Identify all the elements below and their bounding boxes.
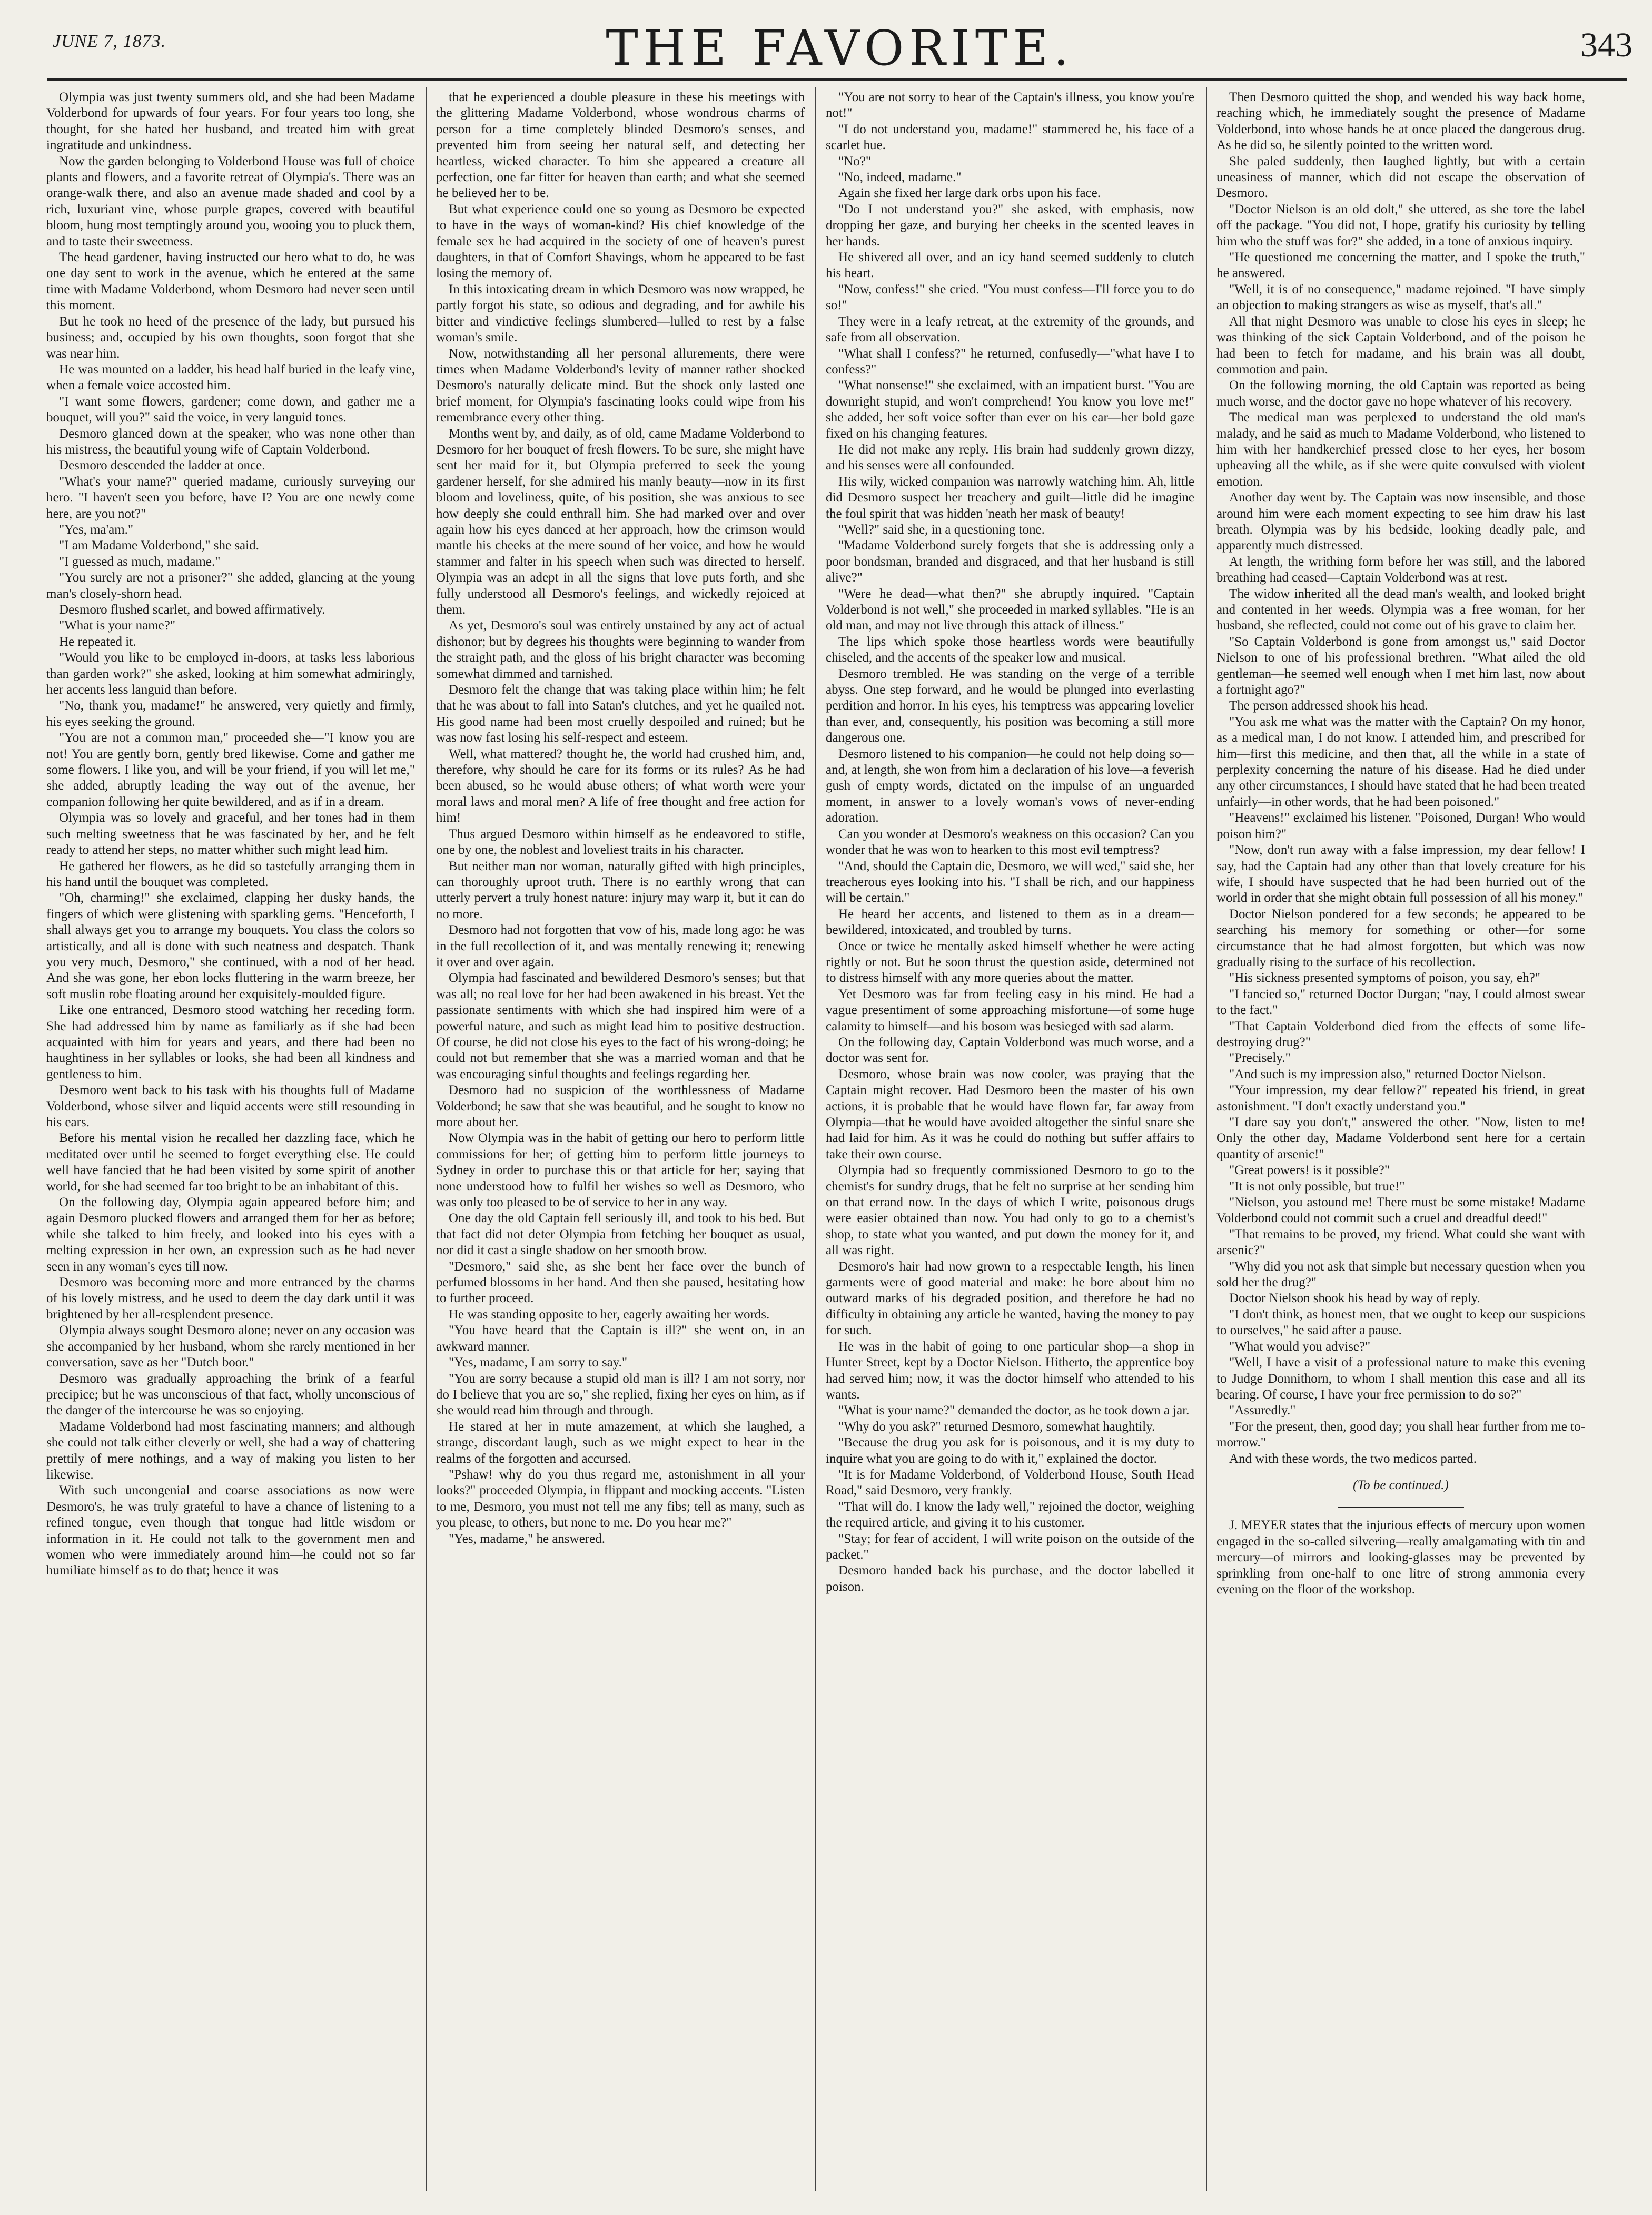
paragraph: "Desmoro," said she, as she bent her face over the bunch of perfumed blossoms in her hand. And then she paused, hesitating how to further proceed. bbox=[436, 1259, 805, 1306]
paragraph: "Great powers! is it possible?" bbox=[1229, 1163, 1390, 1178]
paragraph: He repeated it. bbox=[59, 634, 136, 649]
paragraph: "I don't think, as honest men, that we ought to keep our suspicions to ourselves," he said after a pause. bbox=[1216, 1307, 1585, 1338]
paragraph: Doctor Nielson shook his head by way of reply. bbox=[1229, 1291, 1480, 1306]
paragraph: All that night Desmoro was unable to close his eyes in sleep; he was thinking of the sick Captain Volderbond, and of the poison he had been to fetch for madame, and his brain was all doubt, commotion and pain. bbox=[1216, 314, 1585, 377]
paragraph: They were in a leafy retreat, at the extremity of the grounds, and safe from all observation. bbox=[826, 314, 1194, 345]
paragraph: "Were he dead—what then?" she abruptly inquired. "Captain Volderbond is not well," she proceeded in marked syllables. "He is an old man, and may not live through this attack of illness." bbox=[826, 586, 1194, 633]
paragraph: Doctor Nielson pondered for a few seconds; he appeared to be searching his memory for something or other—for some circumstance that he had almost forgotten, but which was now gradually rising to the surface of his recollection. bbox=[1216, 907, 1585, 969]
paragraph: "You have heard that the Captain is ill?" she went on, in an awkward manner. bbox=[436, 1323, 805, 1354]
paragraph: In this intoxicating dream in which Desmoro was now wrapped, he partly forgot his state, so odious and degrading, and for awhile his bitter and vindictive feelings slumbered—lulled to rest by a false woman's smile. bbox=[436, 282, 805, 345]
paragraph: At length, the writhing form before her was still, and the labored breathing had ceased—Captain Volderbond was at rest. bbox=[1216, 554, 1585, 585]
paragraph: On the following day, Captain Volderbond was much worse, and a doctor was sent for. bbox=[826, 1035, 1194, 1066]
paragraph: Madame Volderbond had most fascinating manners; and although she could not talk either cleverly or well, she had a way of chattering prettily of mere nothings, and a way of making you listen to her likewise. bbox=[46, 1419, 415, 1482]
paragraph: "No, indeed, madame." bbox=[838, 170, 962, 185]
paragraph: He was mounted on a ladder, his head half buried in the leafy vine, when a female voice accosted him. bbox=[46, 362, 415, 393]
paragraph: Desmoro handed back his purchase, and the doctor labelled it poison. bbox=[826, 1563, 1194, 1594]
paragraph: Olympia had fascinated and bewildered Desmoro's senses; but that was all; no real love for her had been awakened in his breast. Yet the passionate sentiments with which she had inspired him were of a powerful nature, and such as might lead him to positive destruction. Of course, he did not close his eyes to the fact of his wrong-doing; he could not but remember that she was a married woman and that he was encouraging sinful thoughts and feelings regarding her. bbox=[436, 971, 805, 1081]
paragraph: Then Desmoro quitted the shop, and wended his way back home, reaching which, he immediately sought the presence of Madame Volderbond, into whose hands he at once placed the dangerous drug. As he did so, he silently pointed to the written word. bbox=[1216, 90, 1585, 153]
paragraph: "Yes, ma'am." bbox=[59, 522, 134, 537]
paragraph: "So Captain Volderbond is gone from amongst us," said Doctor Nielson to one of his professional brethren. "What ailed the old gentleman—he seemed well enough when I met him last, now about a fortnight ago?" bbox=[1216, 634, 1585, 697]
paragraph: With such uncongenial and coarse associations as now were Desmoro's, he was truly grateful to have a chance of listening to a refined tongue, even though that tongue had little wisdom or information in it. He could not talk to the government men and women who were immediately around him—he could not so far humiliate himself as to do that; hence it was bbox=[46, 1483, 415, 1578]
paragraph: "Because the drug you ask for is poisonous, and it is my duty to inquire what you are going to do with it," explained the doctor. bbox=[826, 1435, 1194, 1466]
paragraph: Now, notwithstanding all her personal allurements, there were times when Madame Volderbond's levity of manner rather shocked Desmoro's naturally delicate mind. But the shock only lasted one brief moment, for Olympia's fascinating looks could wipe from his remembrance every other thing. bbox=[436, 346, 805, 425]
paragraph: "Why do you ask?" returned Desmoro, somewhat haughtily. bbox=[838, 1419, 1155, 1434]
issue-date: JUNE 7, 1873. bbox=[53, 32, 166, 51]
paragraph: "He questioned me concerning the matter, and I spoke the truth," he answered. bbox=[1216, 250, 1585, 281]
paragraph: "Nielson, you astound me! There must be some mistake! Madame Volderbond could not commit such a cruel and dreadful deed!" bbox=[1216, 1195, 1585, 1226]
paragraph: "Madame Volderbond surely forgets that she is addressing only a poor bondsman, branded and disgraced, and that her husband is still alive?" bbox=[826, 538, 1194, 585]
paragraph: "What is your name?" demanded the doctor, as he took down a jar. bbox=[838, 1403, 1190, 1418]
paragraph: "It is not only possible, but true!" bbox=[1229, 1179, 1405, 1194]
text-column-1 bbox=[46, 90, 415, 2189]
paragraph: "I dare say you don't," answered the other. "Now, listen to me! Only the other day, Madame Volderbond sent here for a certain quantity of arsenic!" bbox=[1216, 1115, 1585, 1161]
paragraph: The head gardener, having instructed our hero what to do, he was one day sent to work in the avenue, which he entered at the same time with Madame Volderbond, whom Desmoro had never seen until this moment. bbox=[46, 250, 415, 313]
paragraph: Now the garden belonging to Volderbond House was full of choice plants and flowers, and a favorite retreat of Olympia's. There was an orange-walk there, and also an avenue made shaded and cool by a rich, luxuriant vine, whose purple grapes, covered with beautiful bloom, hung most temptingly around you, wooing you to pluck them, and to taste their sweetness. bbox=[46, 154, 415, 249]
paragraph: He heard her accents, and listened to them as in a dream—bewildered, intoxicated, and troubled by turns. bbox=[826, 907, 1194, 938]
paragraph: "What would you advise?" bbox=[1229, 1339, 1371, 1354]
column-divider bbox=[1206, 87, 1207, 2191]
paragraph: "Assuredly." bbox=[1229, 1403, 1296, 1418]
paragraph: Desmoro was gradually approaching the brink of a fearful precipice; but he was unconscious of that fact, wholly unconscious of the danger of the intercourse he was so enjoying. bbox=[46, 1371, 415, 1418]
paragraph: Desmoro, whose brain was now cooler, was praying that the Captain might recover. Had Desmoro been the master of his own actions, it is probable that he would have flown far, far away from Olympia—that he would have avoided altogether the sinful snare she had laid for him. As it was he could do nothing but suffer affairs to take their own course. bbox=[826, 1067, 1194, 1161]
masthead-title: THE FAVORITE. bbox=[606, 20, 1074, 76]
paragraph: "Doctor Nielson is an old dolt," she uttered, as she tore the label off the package. "You did not, I hope, gratify his curiosity by telling him who the stuff was for?" she added, in a tone of anxious inquiry. bbox=[1216, 202, 1585, 249]
paragraph: "Pshaw! why do you thus regard me, astonishment in all your looks?" proceeded Olympia, in flippant and mocking accents. "Listen to me, Desmoro, you must not tell me any fibs; tell as many, such as you please, to others, but none to me. Do you hear me?" bbox=[436, 1467, 805, 1530]
paragraph: "Now, confess!" she cried. "You must confess—I'll force you to do so!" bbox=[826, 282, 1194, 313]
paragraph: "I am Madame Volderbond," she said. bbox=[59, 538, 259, 553]
paragraph: "No?" bbox=[838, 154, 872, 169]
column-divider bbox=[815, 87, 816, 2191]
paragraph: The person addressed shook his head. bbox=[1229, 698, 1428, 713]
paragraph: He was in the habit of going to one particular shop—a shop in Hunter Street, kept by a Doctor Nielson. Hitherto, the apprentice boy had served him; now, it was the doctor himself who attended to his wants. bbox=[826, 1339, 1194, 1402]
paragraph: "That will do. I know the lady well," rejoined the doctor, weighing the required article, and giving it to his customer. bbox=[826, 1499, 1194, 1530]
text-column-4 bbox=[1216, 90, 1585, 2189]
paragraph: "What shall I confess?" he returned, confusedly—"what have I to confess?" bbox=[826, 346, 1194, 377]
paragraph: "Oh, charming!" she exclaimed, clapping her dusky hands, the fingers of which were glistening with sparkling gems. "Henceforth, I shall always get you to arrange my bouquets. You class the colors so artistically, and all is done with such neatness and despatch. Thank you very much, Desmoro," she continued, with a nod of her head. And she was gone, her ebon locks fluttering in the warm breeze, her soft muslin robe floating around her exquisitely-moulded figure. bbox=[46, 891, 415, 1001]
paragraph: "Why did you not ask that simple but necessary question when you sold her the drug?" bbox=[1216, 1259, 1585, 1290]
paragraph: "For the present, then, good day; you shall hear further from me to-morrow." bbox=[1216, 1419, 1585, 1450]
paragraph: that he experienced a double pleasure in these his meetings with the glittering Madame Volderbond, whose wondrous charms of person for a time completely blinded Desmoro's senses, and prevented him from seeing her natural self, and detecting her heartless, wicked character. To him she appeared a creature all perfection, one far fitter for heaven than earth; and what she seemed he believed her to be. bbox=[436, 90, 805, 201]
paragraph: "His sickness presented symptoms of poison, you say, eh?" bbox=[1229, 971, 1540, 986]
paragraph: Well, what mattered? thought he, the world had crushed him, and, therefore, why should he care for its forms or its rules? As he had been abused, so he would abuse others; of what worth were your moral laws and moral men? A life of free thought and free action for him! bbox=[436, 746, 805, 825]
paragraph: One day the old Captain fell seriously ill, and took to his bed. But that fact did not deter Olympia from fetching her bouquet as usual, nor did it cast a single shadow on her smooth brow. bbox=[436, 1211, 805, 1258]
paragraph: She paled suddenly, then laughed lightly, but with a certain uneasiness of manner, which did not escape the observation of Desmoro. bbox=[1216, 154, 1585, 201]
paragraph: On the following day, Olympia again appeared before him; and again Desmoro plucked flowers and arranged them for her as before; while she talked to him freely, and looked into his eyes with a melting expression in her own, an expression such as he had never seen in any woman's eyes till now. bbox=[46, 1195, 415, 1274]
paragraph: He gathered her flowers, as he did so tastefully arranging them in his hand until the bouquet was completed. bbox=[46, 859, 415, 889]
paragraph: "Well, it is of no consequence," madame rejoined. "I have simply an objection to making strangers as wise as myself, that's all." bbox=[1216, 282, 1585, 313]
paragraph: Thus argued Desmoro within himself as he endeavored to stifle, one by one, the noblest and loveliest traits in his character. bbox=[436, 826, 805, 858]
paragraph: "You are sorry because a stupid old man is ill? I am not sorry, nor do I believe that you are so," she replied, fixing her eyes on him, as if she would read him through and through. bbox=[436, 1371, 805, 1418]
paragraph: Can you wonder at Desmoro's weakness on this occasion? Can you wonder that he was won to hearken to this most evil temptress? bbox=[826, 826, 1194, 858]
paragraph: Olympia was just twenty summers old, and she had been Madame Volderbond for upwards of four years. For four years too long, she thought, for she hated her husband, and treated him with great ingratitude and unkindness. bbox=[46, 90, 415, 153]
paragraph: "That Captain Volderbond died from the effects of some life-destroying drug?" bbox=[1216, 1019, 1585, 1049]
paragraph: "I fancied so," returned Doctor Durgan; "nay, I could almost swear to the fact." bbox=[1216, 987, 1585, 1018]
paragraph: "Do I not understand you?" she asked, with emphasis, now dropping her gaze, and burying her cheeks in the scented leaves in her hands. bbox=[826, 202, 1194, 249]
paragraph: "Would you like to be employed in-doors, at tasks less laborious than garden work?" she asked, looking at him somewhat admiringly, her accents less languid than before. bbox=[46, 651, 415, 697]
paragraph: "I want some flowers, gardener; come down, and gather me a bouquet, will you?" said the voice, in very languid tones. bbox=[46, 394, 415, 425]
paragraph: Olympia had so frequently commissioned Desmoro to go to the chemist's for sundry drugs, that he felt no surprise at her sending him on that errand now. In the days of which I write, poisonous drugs were easier obtained than now. You had only to go to a chemist's shop, to state what you wanted, and put down the money for it, and all was right. bbox=[826, 1163, 1194, 1258]
paragraph: He shivered all over, and an icy hand seemed suddenly to clutch his heart. bbox=[826, 250, 1194, 281]
paragraph: Desmoro flushed scarlet, and bowed affirmatively. bbox=[59, 603, 325, 617]
paragraph: And with these words, the two medicos parted. bbox=[1229, 1451, 1477, 1466]
paragraph: Like one entranced, Desmoro stood watching her receding form. She had addressed him by name as familiarly as if she had been acquainted with him for years and years, and there had been no haughtiness in her syllables or looks, she had been all kindness and gentleness to him. bbox=[46, 1003, 415, 1081]
paragraph: Desmoro trembled. He was standing on the verge of a terrible abyss. One step forward, and he would be plunged into everlasting perdition and horror. In his eyes, his temptress was appearing lovelier than ever, and, consequently, his position was becoming a still more dangerous one. bbox=[826, 666, 1194, 745]
paragraph: Olympia always sought Desmoro alone; never on any occasion was she accompanied by her husband, whom she rarely mentioned in her conversation, save as her "Dutch boor." bbox=[46, 1323, 415, 1370]
paragraph: "And such is my impression also," returned Doctor Nielson. bbox=[1229, 1067, 1546, 1081]
paragraph: "Heavens!" exclaimed his listener. "Poisoned, Durgan! Who would poison him?" bbox=[1216, 811, 1585, 841]
paragraph: "No, thank you, madame!" he answered, very quietly and firmly, his eyes seeking the ground. bbox=[46, 698, 415, 729]
paragraph: "It is for Madame Volderbond, of Volderbond House, South Head Road," said Desmoro, very frankly. bbox=[826, 1467, 1194, 1498]
paragraph: "You ask me what was the matter with the Captain? On my honor, as a medical man, I do not know. I attended him, and prescribed for him—first this medicine, and then that, all the while in a state of perplexity concerning the nature of his disease. Had he died under any other circumstances, I should have stated that he had been treated unfairly—in other words, that he had been poisoned." bbox=[1216, 714, 1585, 809]
paragraph: "I do not understand you, madame!" stammered he, his face of a scarlet hue. bbox=[826, 122, 1194, 153]
paragraph: But neither man nor woman, naturally gifted with high principles, can thoroughly uproot truth. There is no earthly wrong that can utterly pervert a truly honest nature: injury may warp it, but it can do no more. bbox=[436, 859, 805, 921]
paragraph: "What's your name?" queried madame, curiously surveying our hero. "I haven't seen you before, have I? You are one newly come here, are you not?" bbox=[46, 474, 415, 521]
paragraph: Before his mental vision he recalled her dazzling face, which he meditated over until he seemed to forget everything else. He could well have fancied that he had been visited by some spirit of another world, for she had seemed far too bright to be an inhabitant of this. bbox=[46, 1131, 415, 1194]
paragraph: Months went by, and daily, as of old, came Madame Volderbond to Desmoro for her bouquet of fresh flowers. To be sure, she might have sent her maid for it, but Olympia preferred to seek the young gardener herself, for she admired his manly beauty—now in its first bloom and loveliness, quite, of his position, she was anxious to see how deeply she could enthrall him. She had marked over and over again how his eyes danced at her approach, how the crimson would mantle his cheeks at the mere sound of her voice, and how he would stammer and falter in his speech when such was directed to herself. Olympia was an adept in all the signs that love puts forth, and she fully understood all Desmoro's feelings, and wickedly rejoiced at them. bbox=[436, 426, 805, 617]
text-column-2 bbox=[436, 90, 805, 2189]
paragraph: "Now, don't run away with a false impression, my dear fellow! I say, had the Captain had any other than that lovely creature for his wife, I should have suspected that he had been hurried out of the world in order that she might obtain full possession of all his money." bbox=[1216, 843, 1585, 905]
paragraph: "What is your name?" bbox=[59, 618, 176, 633]
paragraph: Again she fixed her large dark orbs upon his face. bbox=[838, 186, 1101, 201]
paragraph: "Well, I have a visit of a professional nature to make this evening to Judge Donnithorn, to whom I shall mention this case and all its bearing. Of course, I have your free permission to do so?" bbox=[1216, 1355, 1585, 1402]
text-column-3 bbox=[826, 90, 1194, 2189]
paragraph: Olympia was so lovely and graceful, and her tones had in them such melting sweetness that he was fascinated by her, and he felt ready to attend her steps, no matter whither such might lead him. bbox=[46, 811, 415, 858]
news-note: J. MEYER states that the injurious effects of mercury upon women engaged in the so-called silvering—really amalgamating with tin and mercury—of mirrors and looking-glasses may be prevented by sprinkling from one-half to one litre of strong ammonia every evening on the floor of the workshop. bbox=[1216, 1518, 1585, 1597]
paragraph: "Well?" said she, in a questioning tone. bbox=[838, 522, 1045, 537]
paragraph: As yet, Desmoro's soul was entirely unstained by any act of actual dishonor; but by degrees his thoughts were beginning to wander from the straight path, and the gloss of his bright character was becoming somewhat dimmed and tarnished. bbox=[436, 618, 805, 681]
paragraph: Desmoro had not forgotten that vow of his, made long ago: he was in the full recollection of it, and was mentally renewing it; renewing it over and over again. bbox=[436, 923, 805, 969]
paragraph: "You are not a common man," proceeded she—"I know you are not! You are gently born, gently bred likewise. Come and gather me some flowers. I like you, and will be your friend, if you will let me," she added, abruptly leading the way out of the avenue, her companion following her quite bewildered, and as if in a dream. bbox=[46, 731, 415, 809]
paragraph: He stared at her in mute amazement, at which she laughed, a strange, discordant laugh, such as we might expect to hear in the realms of the forgotten and accursed. bbox=[436, 1419, 805, 1466]
column-divider bbox=[426, 87, 427, 2191]
paragraph: But he took no heed of the presence of the lady, but pursued his business; and, occupied by his own thoughts, soon forgot that she was near him. bbox=[46, 314, 415, 361]
paragraph: Now Olympia was in the habit of getting our hero to perform little commissions for her; of getting him to perform little journeys to Sydney in order to purchase this or that article for her; saying that none understood how to fulfil her wishes so well as Desmoro, who was only too pleased to be of service to her in any way. bbox=[436, 1131, 805, 1210]
paragraph: Desmoro descended the ladder at once. bbox=[59, 458, 265, 473]
paragraph: He did not make any reply. His brain had suddenly grown dizzy, and his senses were all confounded. bbox=[826, 442, 1194, 473]
paragraph: "Stay; for fear of accident, I will write poison on the outside of the packet." bbox=[826, 1531, 1194, 1562]
paragraph: "Your impression, my dear fellow?" repeated his friend, in great astonishment. "I don't exactly understand you." bbox=[1216, 1083, 1585, 1114]
paragraph: Desmoro's hair had now grown to a respectable length, his linen garments were of good material and make: he bore about him no outward marks of his degraded position, and therefore he had no difficulty in obtaining any article he wanted, having the money to pay for such. bbox=[826, 1259, 1194, 1338]
paragraph: But what experience could one so young as Desmoro be expected to have in the ways of woman-kind? His chief knowledge of the female sex he had acquired in the society of one of heaven's purest daughters, in that of Comfort Shavings, whom he appeared to be fast losing the memory of. bbox=[436, 202, 805, 281]
paragraph: He was standing opposite to her, eagerly awaiting her words. bbox=[449, 1307, 770, 1322]
header-rule bbox=[47, 78, 1627, 81]
paragraph: "And, should the Captain die, Desmoro, we will wed," said she, her treacherous eyes looking into his. "I shall be rich, and our happiness will be certain." bbox=[826, 859, 1194, 905]
paragraph: "Precisely." bbox=[1229, 1051, 1291, 1066]
paragraph: The lips which spoke those heartless words were beautifully chiseled, and the accents of the speaker low and musical. bbox=[826, 634, 1194, 665]
section-rule bbox=[1338, 1507, 1464, 1508]
paragraph: "Yes, madame, I am sorry to say." bbox=[449, 1355, 628, 1370]
paragraph: "I guessed as much, madame." bbox=[59, 554, 221, 569]
paragraph: Another day went by. The Captain was now insensible, and those around him were each moment expecting to see him draw his last breath. Olympia was by his bedside, looking deadly pale, and apparently much distressed. bbox=[1216, 490, 1585, 553]
paragraph: Once or twice he mentally asked himself whether he were acting rightly or not. But he soon thrust the question aside, determined not to distress himself with any more queries about the matter. bbox=[826, 939, 1194, 986]
paragraph: The medical man was perplexed to understand the old man's malady, and he said as much to Madame Volderbond, who listened to him with her handkerchief pressed close to her eyes, her bosom upheaving all the while, as if she were quite convulsed with violent emotion. bbox=[1216, 410, 1585, 489]
paragraph: "You surely are not a prisoner?" she added, glancing at the young man's closely-shorn head. bbox=[46, 570, 415, 601]
paragraph: Desmoro listened to his companion—he could not help doing so—and, at length, she won from him a declaration of his love—a feverish gush of empty words, dictated on the impulse of an unguarded moment, in answer to a lovely woman's vows of never-ending adoration. bbox=[826, 746, 1194, 825]
paragraph: Desmoro felt the change that was taking place within him; he felt that he was about to fall into Satan's clutches, and yet he quailed not. His good name had been most cruelly despoiled and ruined; but he was now fast losing his self-respect and esteem. bbox=[436, 683, 805, 745]
paragraph: Desmoro had no suspicion of the worthlessness of Madame Volderbond; he saw that she was beautiful, and he sought to know no more about her. bbox=[436, 1083, 805, 1129]
paragraph: "You are not sorry to hear of the Captain's illness, you know you're not!" bbox=[826, 90, 1194, 121]
paragraph: Yet Desmoro was far from feeling easy in his mind. He had a vague presentiment of some approaching misfortune—of some huge calamity to himself—and his bosom was besieged with sad alarm. bbox=[826, 987, 1194, 1033]
paragraph: "Yes, madame," he answered. bbox=[449, 1531, 605, 1546]
to-be-continued: (To be continued.) bbox=[1353, 1478, 1449, 1492]
paragraph: The widow inherited all the dead man's wealth, and looked bright and contented in her weeds. Olympia was a free woman, for her husband, she reflected, could not come out of his grave to claim her. bbox=[1216, 586, 1585, 633]
paragraph: Desmoro was becoming more and more entranced by the charms of his lovely mistress, and he used to deem the day dark until it was brightened by her all-resplendent presence. bbox=[46, 1275, 415, 1322]
paragraph: On the following morning, the old Captain was reported as being much worse, and the doctor gave no hope whatever of his recovery. bbox=[1216, 378, 1585, 409]
paragraph: Desmoro went back to his task with his thoughts full of Madame Volderbond, whose silver and liquid accents were still resounding in his ears. bbox=[46, 1083, 415, 1129]
paragraph: "That remains to be proved, my friend. What could she want with arsenic?" bbox=[1216, 1227, 1585, 1258]
column-4-body bbox=[1216, 90, 1585, 1467]
paragraph: "What nonsense!" she exclaimed, with an impatient burst. "You are downright stupid, and won't comprehend! You know you love me!" she added, her soft voice softer than ever on his ear—her bold gaze fixed on his changing features. bbox=[826, 378, 1194, 441]
paragraph: Desmoro glanced down at the speaker, who was none other than his mistress, the beautiful young wife of Captain Volderbond. bbox=[46, 426, 415, 457]
page-number: 343 bbox=[1580, 26, 1633, 64]
page-header bbox=[37, 20, 1643, 76]
paragraph: His wily, wicked companion was narrowly watching him. Ah, little did Desmoro suspect her treachery and guilt—little did he imagine the foul spirit that was hidden 'neath her mask of beauty! bbox=[826, 474, 1194, 521]
